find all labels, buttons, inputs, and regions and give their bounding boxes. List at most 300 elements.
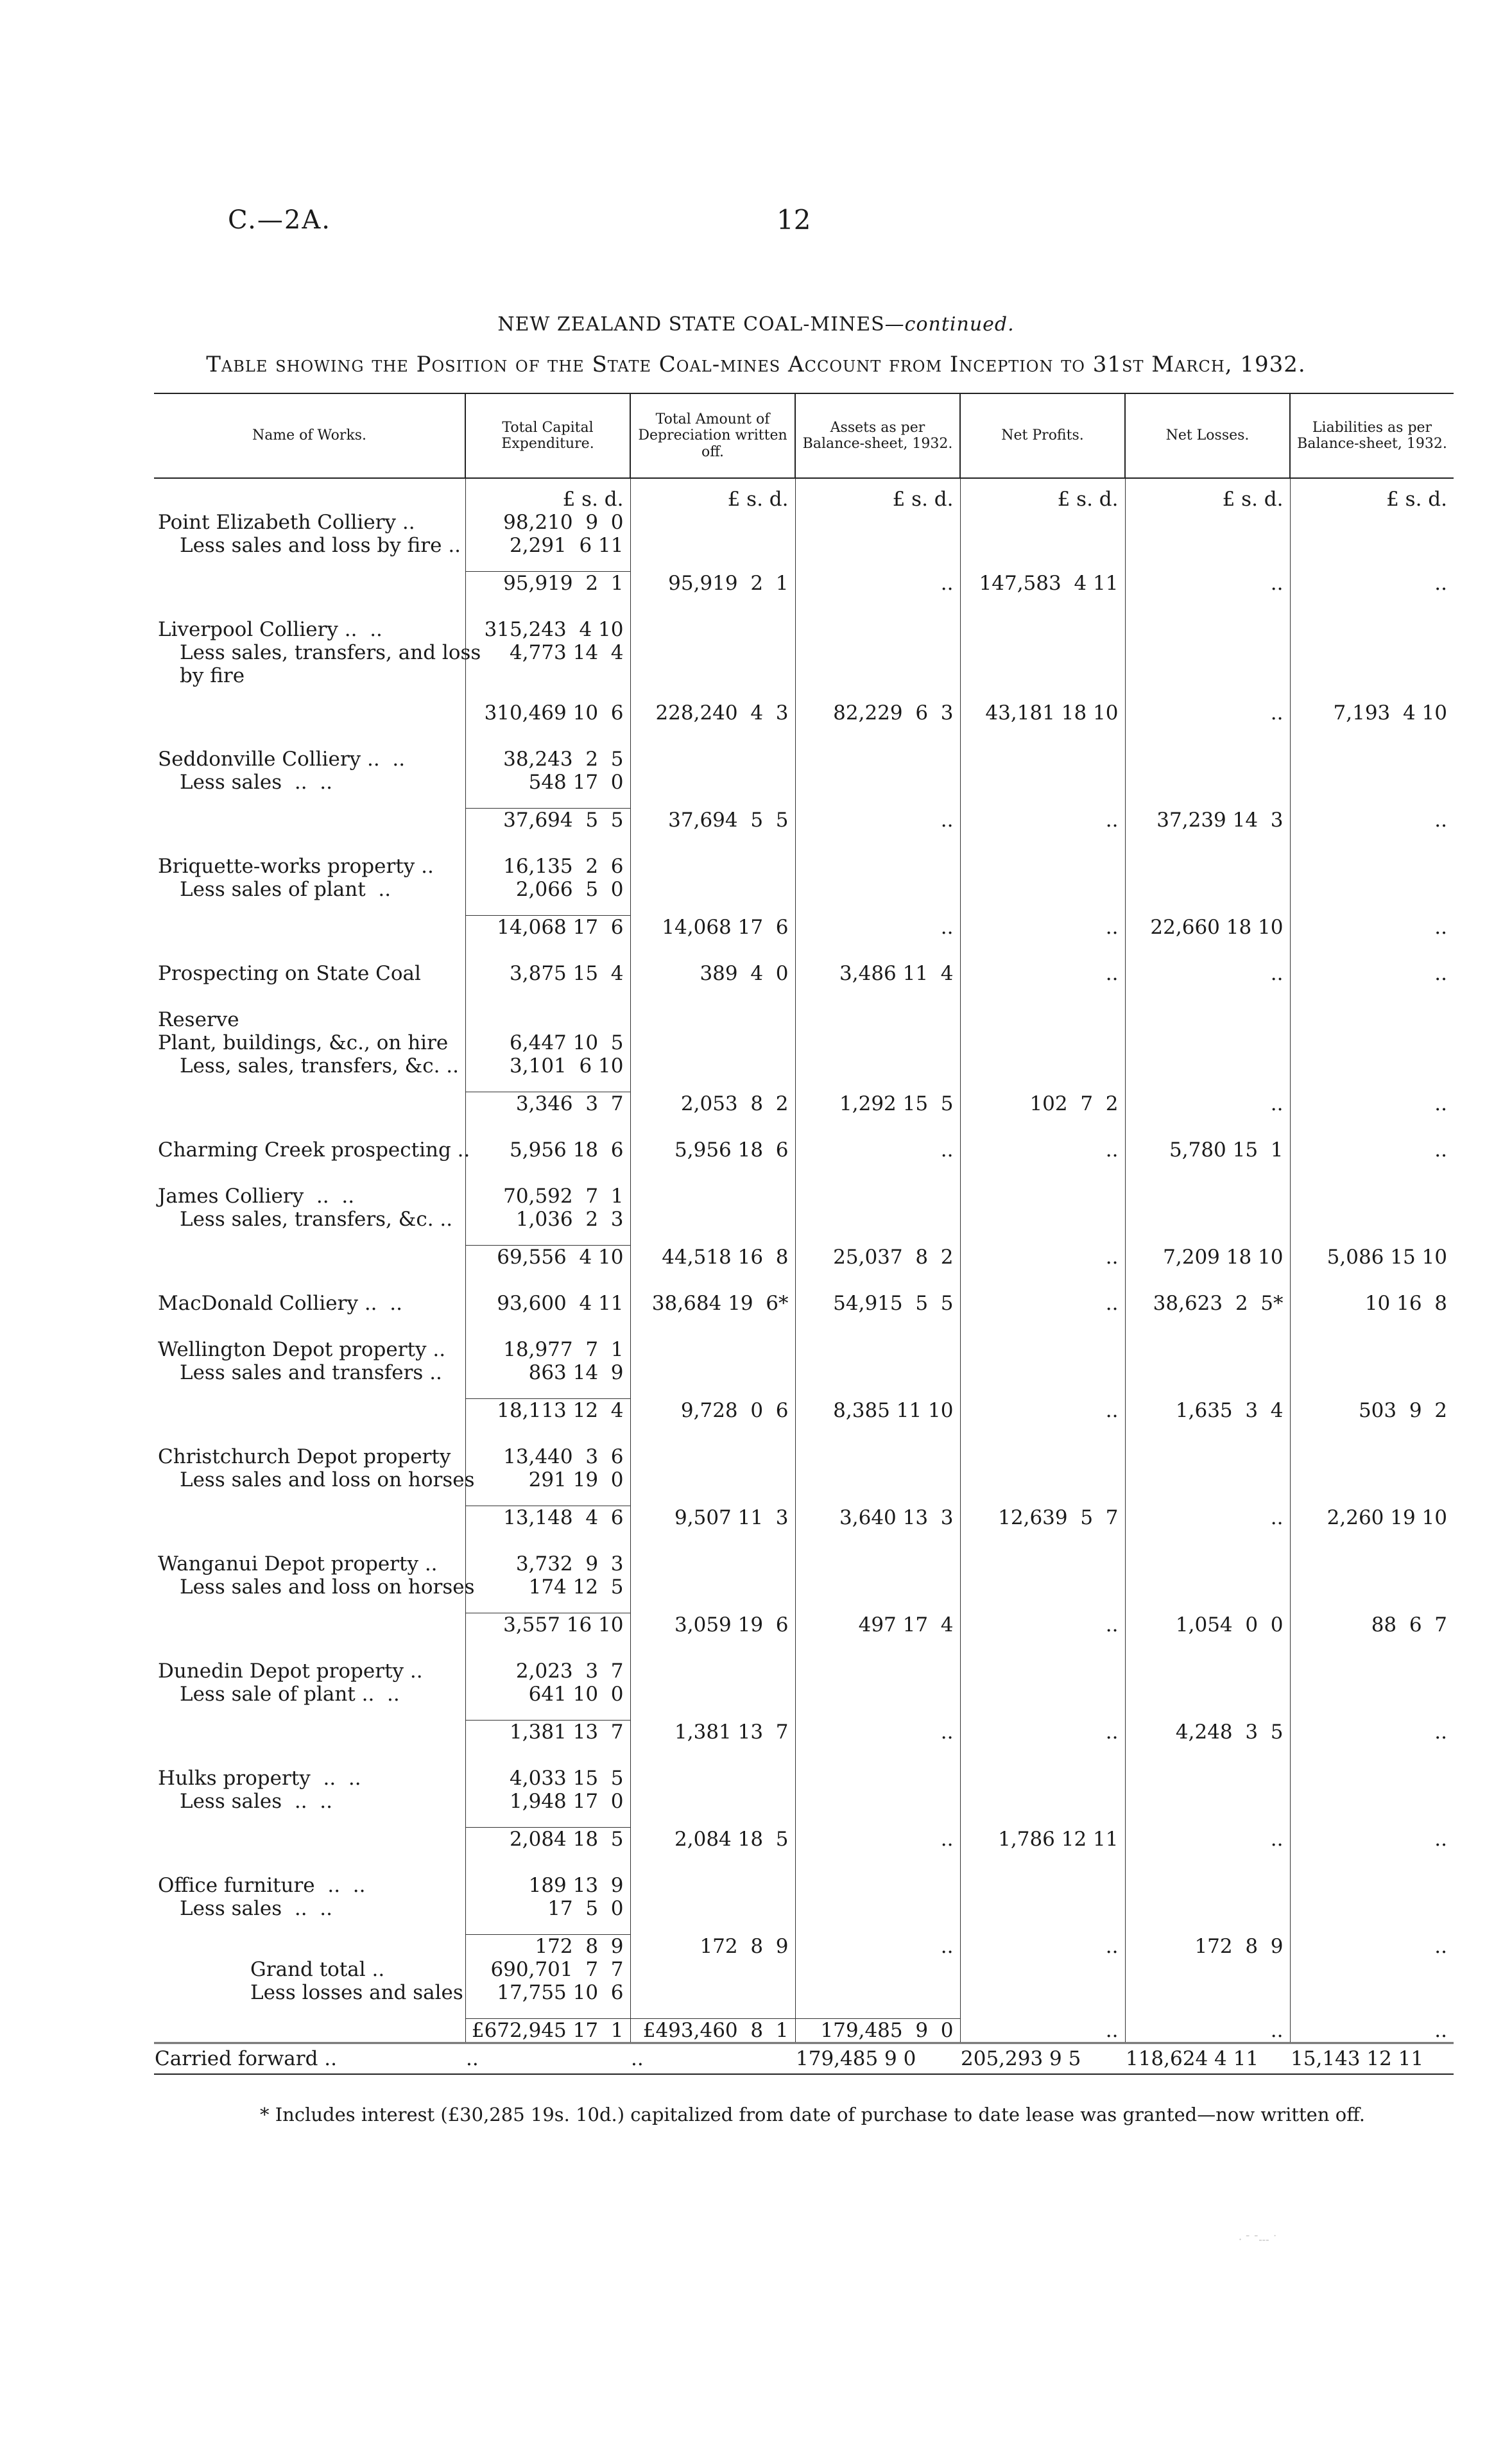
table-cell: [1290, 1897, 1454, 1920]
table-cell: ..: [795, 1828, 960, 1851]
table-cell: 16,135 2 6: [465, 855, 630, 878]
table-cell: 118,624 4 11: [1125, 2043, 1290, 2075]
table-row: [154, 1338, 1454, 1361]
table-cell: 5,956 18 6: [465, 1138, 630, 1162]
subtotal-row: [154, 916, 1454, 940]
table-row: [154, 1660, 1454, 1683]
table-cell: [1290, 1575, 1454, 1599]
table-cell: 82,229 6 3: [795, 701, 960, 725]
table-cell: ..: [1125, 1828, 1290, 1851]
table-cell: [630, 534, 795, 557]
spacer-row: [154, 1315, 1454, 1338]
table-cell: [1125, 1338, 1290, 1361]
spacer-row: [154, 725, 1454, 748]
spacer-row: [154, 557, 1454, 572]
table-cell: 1,054 0 0: [1125, 1613, 1290, 1637]
carried-forward-row: [154, 2043, 1454, 2075]
table-cell: [960, 1208, 1125, 1231]
table-cell: 13,440 3 6: [465, 1445, 630, 1468]
units-cell: £ s. d.: [630, 478, 795, 511]
table-cell: ..: [960, 1246, 1125, 1269]
table-cell: [795, 1031, 960, 1054]
table-cell: 14,068 17 6: [630, 916, 795, 940]
table-cell: [1125, 1031, 1290, 1054]
works-name-cell: [154, 2019, 465, 2043]
spacer-row: [154, 1529, 1454, 1552]
works-name-cell: Dunedin Depot property ..: [158, 1660, 423, 1683]
subtotal-row: [154, 1246, 1454, 1269]
table-cell: ..: [1125, 1506, 1290, 1530]
table-cell: ..: [960, 1613, 1125, 1637]
table-cell: 291 19 0: [465, 1468, 630, 1491]
table-cell: [630, 1958, 795, 1981]
table-cell: [1290, 534, 1454, 557]
table-cell: £672,945 17 1: [465, 2019, 630, 2043]
spacer-row: [154, 1231, 1454, 1246]
table-cell: [1290, 1874, 1454, 1897]
table-cell: 10 16 8: [1290, 1292, 1454, 1315]
table-cell: [960, 1767, 1125, 1790]
table-cell: [960, 1552, 1125, 1575]
table-cell: [630, 1361, 795, 1384]
table-row: [154, 534, 1454, 557]
spacer-row: [154, 1744, 1454, 1767]
table-cell: [1290, 1208, 1454, 1231]
works-name-cell: [154, 572, 465, 596]
table-cell: 43,181 18 10: [960, 701, 1125, 725]
works-name-cell: Grand total ..: [250, 1958, 385, 1981]
table-cell: 2,053 8 2: [630, 1092, 795, 1116]
table-cell: 88 6 7: [1290, 1613, 1454, 1637]
table-cell: [795, 1552, 960, 1575]
table-cell: 9,507 11 3: [630, 1506, 795, 1530]
table-cell: 179,485 9 0: [795, 2043, 960, 2075]
table-cell: [1290, 771, 1454, 794]
table-cell: ..: [1290, 962, 1454, 985]
table-cell: [1290, 1958, 1454, 1981]
table-cell: 641 10 0: [465, 1683, 630, 1706]
table-cell: 690,701 7 7: [465, 1958, 630, 1981]
table-cell: 2,084 18 5: [465, 1828, 630, 1851]
table-row: [154, 1552, 1454, 1575]
table-cell: ..: [1125, 1092, 1290, 1116]
spacer-row: [154, 1920, 1454, 1935]
table-cell: [1125, 618, 1290, 641]
table-cell: [630, 1008, 795, 1031]
table-row: [154, 771, 1454, 794]
table-cell: 5,956 18 6: [630, 1138, 795, 1162]
table-cell: 497 17 4: [795, 1613, 960, 1637]
spacer-row: [154, 1422, 1454, 1445]
table-cell: [795, 1338, 960, 1361]
table-cell: 9,728 0 6: [630, 1399, 795, 1423]
table-cell: [960, 771, 1125, 794]
col-header-net-losses: Net Losses.: [1125, 393, 1290, 478]
table-cell: ..: [1290, 1138, 1454, 1162]
spacer-row: [154, 1077, 1454, 1092]
table-cell: 172 8 9: [1125, 1935, 1290, 1959]
works-name-cell: Less sales .. ..: [180, 771, 332, 794]
table-cell: [1125, 1874, 1290, 1897]
table-row: [154, 1575, 1454, 1599]
subtotal-row: [154, 809, 1454, 832]
coal-mines-account-table: [154, 393, 1454, 2075]
table-cell: 1,381 13 7: [465, 1721, 630, 1744]
table-cell: 1,635 3 4: [1125, 1399, 1290, 1423]
spacer-row: [154, 2004, 1454, 2019]
table-cell: [960, 1958, 1125, 1981]
table-row: [154, 1897, 1454, 1920]
table-cell: 5,086 15 10: [1290, 1246, 1454, 1269]
works-name-cell: Less sales of plant ..: [180, 878, 391, 901]
col-header-liabilities: Liabilities as per Balance-sheet, 1932.: [1290, 393, 1454, 478]
table-cell: [1125, 1790, 1290, 1813]
table-cell: 389 4 0: [630, 962, 795, 985]
table-cell: [795, 1897, 960, 1920]
table-cell: [960, 1683, 1125, 1706]
table-cell: 6,447 10 5: [465, 1031, 630, 1054]
table-cell: [630, 641, 795, 664]
table-cell: ..: [795, 1138, 960, 1162]
table-cell: 13,148 4 6: [465, 1506, 630, 1530]
subtotal-row: [154, 1613, 1454, 1637]
table-cell: 7,209 18 10: [1125, 1246, 1290, 1269]
table-cell: [960, 1445, 1125, 1468]
table-cell: 3,557 16 10: [465, 1613, 630, 1637]
table-cell: [465, 1008, 630, 1031]
table-cell: 3,059 19 6: [630, 1613, 795, 1637]
table-cell: ..: [795, 809, 960, 832]
table-cell: ..: [960, 962, 1125, 985]
table-cell: 3,875 15 4: [465, 962, 630, 985]
table-cell: 3,101 6 10: [465, 1054, 630, 1077]
table-cell: [630, 1552, 795, 1575]
table-cell: 93,600 4 11: [465, 1292, 630, 1315]
table-cell: [1125, 641, 1290, 664]
table-row: [154, 1445, 1454, 1468]
table-cell: [1290, 1981, 1454, 2004]
title-main: NEW ZEALAND STATE COAL-MINES: [497, 313, 885, 336]
table-row: [154, 1981, 1454, 2004]
table-row: [154, 1683, 1454, 1706]
table-cell: [630, 511, 795, 534]
table-row: [154, 1138, 1454, 1162]
works-name-cell: Less sales, transfers, and loss: [180, 641, 481, 664]
table-cell: 37,694 5 5: [465, 809, 630, 832]
table-cell: [1290, 1361, 1454, 1384]
table-cell: 37,694 5 5: [630, 809, 795, 832]
table-cell: [795, 1445, 960, 1468]
page-title: [0, 313, 1512, 336]
table-cell: 310,469 10 6: [465, 701, 630, 725]
table-cell: [960, 1338, 1125, 1361]
works-name-cell: [154, 1246, 465, 1269]
spacer-row: [154, 1384, 1454, 1399]
table-cell: [960, 1790, 1125, 1813]
table-cell: [795, 511, 960, 534]
table-cell: [1290, 1338, 1454, 1361]
subtotal-row: [154, 701, 1454, 725]
col-header-net-profits: Net Profits.: [960, 393, 1125, 478]
table-cell: 14,068 17 6: [465, 916, 630, 940]
table-cell: [630, 664, 795, 687]
units-cell: £ s. d.: [1125, 478, 1290, 511]
table-cell: ..: [795, 916, 960, 940]
table-row: [154, 511, 1454, 534]
spacer-row: [154, 687, 1454, 701]
table-cell: [1290, 748, 1454, 771]
table-cell: ..: [1125, 2019, 1290, 2043]
table-cell: 2,084 18 5: [630, 1828, 795, 1851]
table-row: [154, 1767, 1454, 1790]
spacer-row: [154, 794, 1454, 809]
table-cell: [630, 1575, 795, 1599]
table-cell: [795, 1683, 960, 1706]
table-cell: [630, 618, 795, 641]
table-cell: [630, 1338, 795, 1361]
table-cell: [960, 1031, 1125, 1054]
table-cell: 1,292 15 5: [795, 1092, 960, 1116]
table-cell: [1125, 1054, 1290, 1077]
table-row: [154, 1874, 1454, 1897]
table-cell: [630, 1054, 795, 1077]
table-cell: ..: [1290, 1935, 1454, 1959]
table-cell: [1290, 1468, 1454, 1491]
table-cell: 102 7 2: [960, 1092, 1125, 1116]
table-cell: [795, 1958, 960, 1981]
table-cell: [630, 855, 795, 878]
table-cell: [630, 1767, 795, 1790]
table-cell: £493,460 8 1: [630, 2019, 795, 2043]
table-cell: [1125, 771, 1290, 794]
table-row: [154, 1054, 1454, 1077]
spacer-row: [154, 939, 1454, 962]
spacer-row: [154, 1851, 1454, 1874]
title-suffix: —continued.: [884, 313, 1015, 336]
subtotal-row: [154, 1399, 1454, 1423]
works-name-cell: Point Elizabeth Colliery ..: [158, 511, 415, 534]
table-cell: 863 14 9: [465, 1361, 630, 1384]
works-name-cell: Hulks property .. ..: [158, 1767, 361, 1790]
table-cell: [1290, 1054, 1454, 1077]
spacer-row: [154, 1813, 1454, 1828]
table-cell: ..: [960, 2019, 1125, 2043]
table-cell: ..: [1290, 1721, 1454, 1744]
units-row: [154, 478, 1454, 511]
table-cell: 3,732 9 3: [465, 1552, 630, 1575]
table-cell: [1125, 1767, 1290, 1790]
table-cell: [960, 1185, 1125, 1208]
table-cell: 4,033 15 5: [465, 1767, 630, 1790]
works-name-cell: Less sales and loss on horses: [180, 1575, 475, 1599]
spacer-row: [154, 1706, 1454, 1721]
table-cell: 70,592 7 1: [465, 1185, 630, 1208]
table-cell: [465, 664, 630, 687]
table-cell: [960, 1660, 1125, 1683]
table-cell: [1290, 1185, 1454, 1208]
table-cell: [1290, 878, 1454, 901]
table-cell: [630, 1897, 795, 1920]
subtotal-row: [154, 1092, 1454, 1116]
spacer-row: [154, 1636, 1454, 1660]
table-cell: ..: [465, 2043, 630, 2075]
table-row: [154, 1790, 1454, 1813]
table-cell: [960, 1897, 1125, 1920]
works-name-cell: Prospecting on State Coal: [158, 962, 421, 985]
table-cell: [960, 878, 1125, 901]
table-cell: ..: [960, 1721, 1125, 1744]
table-cell: [960, 664, 1125, 687]
table-cell: [960, 1981, 1125, 2004]
table-cell: [630, 1660, 795, 1683]
table-cell: ..: [960, 1292, 1125, 1315]
subtotal-row: [154, 1506, 1454, 1530]
table-cell: ..: [795, 1721, 960, 1744]
page-number: 12: [777, 204, 811, 236]
table-cell: ..: [960, 916, 1125, 940]
works-name-cell: [154, 1828, 465, 1851]
table-cell: 37,239 14 3: [1125, 809, 1290, 832]
works-name-cell: [154, 1399, 465, 1423]
works-name-cell: [154, 1506, 465, 1530]
works-name-cell: Reserve: [158, 1008, 239, 1031]
subtotal-row: [154, 572, 1454, 596]
table-cell: 1,786 12 11: [960, 1828, 1125, 1851]
table-cell: 2,291 6 11: [465, 534, 630, 557]
table-cell: [1125, 1185, 1290, 1208]
table-cell: [795, 1981, 960, 2004]
table-cell: [1125, 1981, 1290, 2004]
works-name-cell: James Colliery .. ..: [158, 1185, 355, 1208]
table-cell: [795, 1767, 960, 1790]
works-name-cell: Less, sales, transfers, &c. ..: [180, 1054, 459, 1077]
table-cell: [1125, 1660, 1290, 1683]
table-cell: [795, 1874, 960, 1897]
works-name-cell: MacDonald Colliery .. ..: [158, 1292, 402, 1315]
table-cell: [795, 771, 960, 794]
subtotal-row: [154, 1721, 1454, 1744]
table-cell: ..: [795, 1935, 960, 1959]
table-cell: [1125, 664, 1290, 687]
table-row: [154, 1361, 1454, 1384]
table-cell: ..: [795, 572, 960, 596]
table-cell: [795, 748, 960, 771]
table-cell: [1290, 1660, 1454, 1683]
table-cell: [630, 878, 795, 901]
table-cell: ..: [960, 1399, 1125, 1423]
table-cell: [960, 1361, 1125, 1384]
table-cell: 4,773 14 4: [465, 641, 630, 664]
table-row: [154, 618, 1454, 641]
works-name-cell: Less sale of plant .. ..: [180, 1683, 400, 1706]
table-cell: [1125, 1552, 1290, 1575]
table-cell: [1125, 878, 1290, 901]
table-cell: 12,639 5 7: [960, 1506, 1125, 1530]
table-cell: 17 5 0: [465, 1897, 630, 1920]
table-cell: [795, 618, 960, 641]
table-body: [154, 478, 1454, 2043]
table-cell: [1125, 1897, 1290, 1920]
table-cell: [1290, 855, 1454, 878]
grand-total-row: [154, 2019, 1454, 2043]
table-cell: [630, 1445, 795, 1468]
table-cell: 38,243 2 5: [465, 748, 630, 771]
table-row: [154, 748, 1454, 771]
table-cell: 172 8 9: [465, 1935, 630, 1959]
table-cell: ..: [960, 1138, 1125, 1162]
table-cell: [960, 1874, 1125, 1897]
table-cell: [960, 511, 1125, 534]
table-cell: [1290, 1031, 1454, 1054]
works-name-cell: Less sales and loss by fire ..: [180, 534, 461, 557]
works-name-cell: Liverpool Colliery .. ..: [158, 618, 382, 641]
works-name-cell: Briquette-works property ..: [158, 855, 434, 878]
table-cell: ..: [1125, 962, 1290, 985]
table-row: [154, 1468, 1454, 1491]
report-code: C.—2A.: [228, 205, 331, 235]
table-cell: ..: [960, 809, 1125, 832]
subtotal-row: [154, 1828, 1454, 1851]
units-cell: £ s. d.: [960, 478, 1125, 511]
table-cell: [1125, 855, 1290, 878]
table-cell: [1125, 748, 1290, 771]
table-row: [154, 641, 1454, 664]
units-cell: £ s. d.: [465, 478, 630, 511]
table-cell: 2,260 19 10: [1290, 1506, 1454, 1530]
table-cell: [960, 855, 1125, 878]
table-cell: [960, 748, 1125, 771]
table-cell: [1290, 511, 1454, 534]
table-cell: [1290, 641, 1454, 664]
table-cell: ..: [1290, 2019, 1454, 2043]
works-name-cell: Less losses and sales: [250, 1981, 463, 2004]
works-name-cell: Less sales and transfers ..: [180, 1361, 442, 1384]
table-cell: 95,919 2 1: [630, 572, 795, 596]
works-name-cell: [154, 1721, 465, 1744]
table-cell: [630, 1790, 795, 1813]
table-cell: 205,293 9 5: [960, 2043, 1125, 2075]
table-cell: 25,037 8 2: [795, 1246, 960, 1269]
column-header-row: [154, 393, 1454, 478]
table-cell: 44,518 16 8: [630, 1246, 795, 1269]
spacer-row: [154, 985, 1454, 1008]
table-cell: [1290, 1683, 1454, 1706]
spacer-row: [154, 901, 1454, 916]
table-cell: [960, 1054, 1125, 1077]
table-cell: 189 13 9: [465, 1874, 630, 1897]
table-cell: [1125, 534, 1290, 557]
spacer-row: [154, 1491, 1454, 1506]
spacer-row: [154, 1162, 1454, 1185]
col-header-name-of-works: Name of Works.: [154, 393, 465, 478]
table-cell: [960, 641, 1125, 664]
table-cell: 18,977 7 1: [465, 1338, 630, 1361]
table-row: [154, 1185, 1454, 1208]
table-cell: 2,066 5 0: [465, 878, 630, 901]
works-name-cell: Less sales and loss on horses: [180, 1468, 475, 1491]
table-cell: 7,193 4 10: [1290, 701, 1454, 725]
table-cell: [1125, 1468, 1290, 1491]
table-cell: ..: [1290, 1092, 1454, 1116]
table-cell: ..: [960, 1935, 1125, 1959]
table-row: [154, 1031, 1454, 1054]
table-cell: [795, 855, 960, 878]
table-cell: [795, 1208, 960, 1231]
table-row: [154, 878, 1454, 901]
works-name-cell: Wanganui Depot property ..: [158, 1552, 438, 1575]
table-cell: [795, 641, 960, 664]
table-cell: [1125, 1208, 1290, 1231]
